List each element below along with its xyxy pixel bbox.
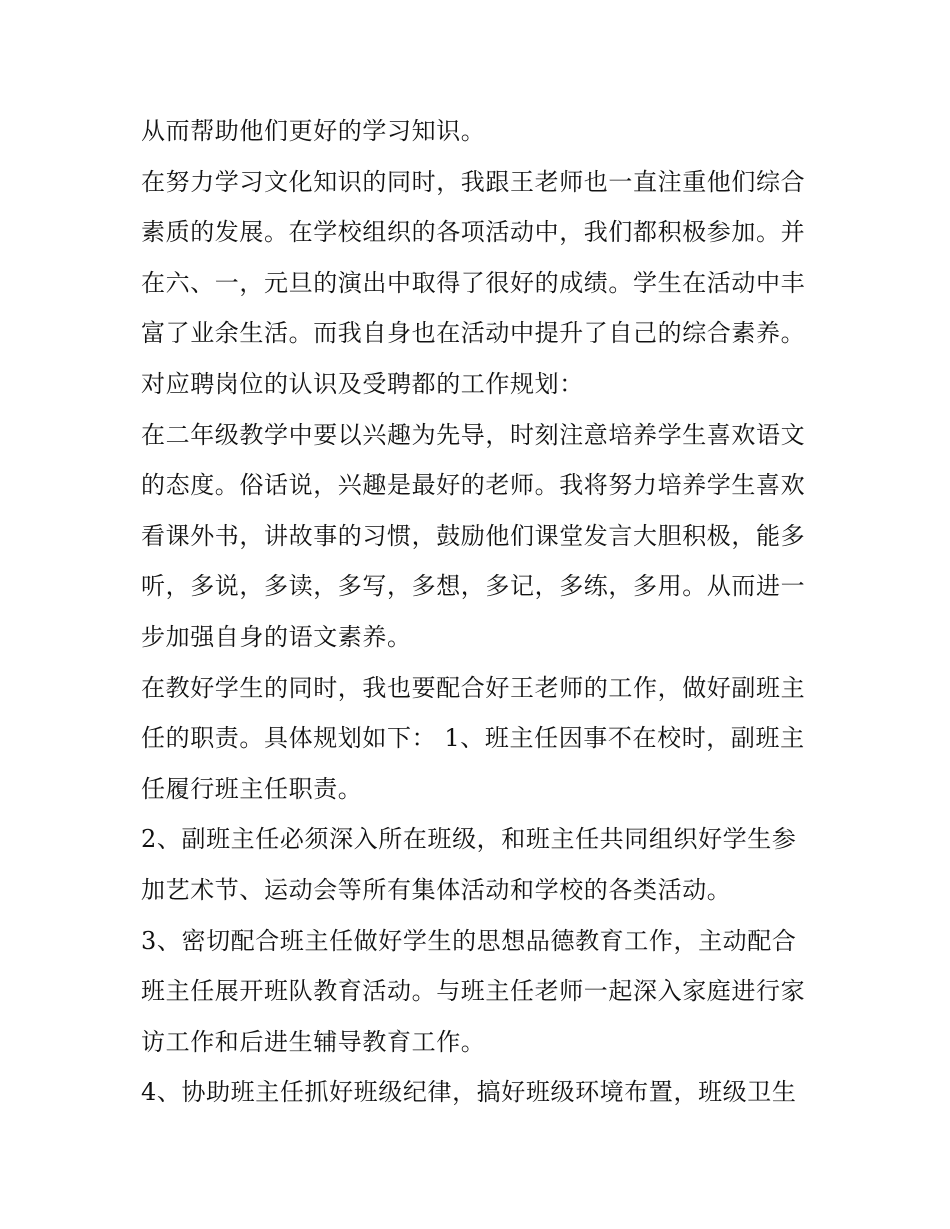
text-line: 听，多说，多读，多写，多想，多记，多练，多用。从而进一	[141, 572, 806, 601]
text-line: 加艺术节、运动会等所有集体活动和学校的各类活动。	[141, 875, 732, 904]
text-line: 看课外书，讲故事的习惯，鼓励他们课堂发言大胆积极，能多	[141, 521, 806, 550]
text-line: 富了业余生活。而我自身也在活动中提升了自己的综合素养。	[141, 319, 806, 348]
text-line: 从而帮助他们更好的学习知识。	[141, 117, 486, 145]
text-line: 在教好学生的同时，我也要配合好王老师的工作，做好副班主	[141, 673, 806, 702]
text-line: 任的职责。具体规划如下： 1、班主任因事不在校时，副班主	[141, 724, 805, 753]
text-line: 任履行班主任职责。	[141, 774, 363, 803]
section-heading: 对应聘岗位的认识及受聘都的工作规划：	[141, 369, 584, 398]
text-line: 素质的发展。在学校组织的各项活动中，我们都积极参加。并	[141, 218, 806, 247]
text-line: 在二年级教学中要以兴趣为先导，时刻注意培养学生喜欢语文	[141, 420, 806, 449]
list-item: 4、协助班主任抓好班级纪律，搞好班级环境布置，班级卫生	[141, 1078, 797, 1107]
document-body	[141, 106, 821, 1118]
text-line: 在六、一，元旦的演出中取得了很好的成绩。学生在活动中丰	[141, 268, 806, 297]
text-line: 班主任展开班队教育活动。与班主任老师一起深入家庭进行家	[141, 977, 806, 1006]
list-item: 3、密切配合班主任做好学生的思想品德教育工作，主动配合	[141, 926, 797, 955]
text-line: 在努力学习文化知识的同时，我跟王老师也一直注重他们综合	[141, 167, 806, 196]
text-line: 访工作和后进生辅导教育工作。	[141, 1027, 486, 1056]
list-item: 2、副班主任必须深入所在班级，和班主任共同组织好学生参	[141, 825, 797, 854]
text-line: 的态度。俗话说，兴趣是最好的老师。我将努力培养学生喜欢	[141, 471, 806, 500]
text-line: 步加强自身的语文素养。	[141, 622, 412, 651]
